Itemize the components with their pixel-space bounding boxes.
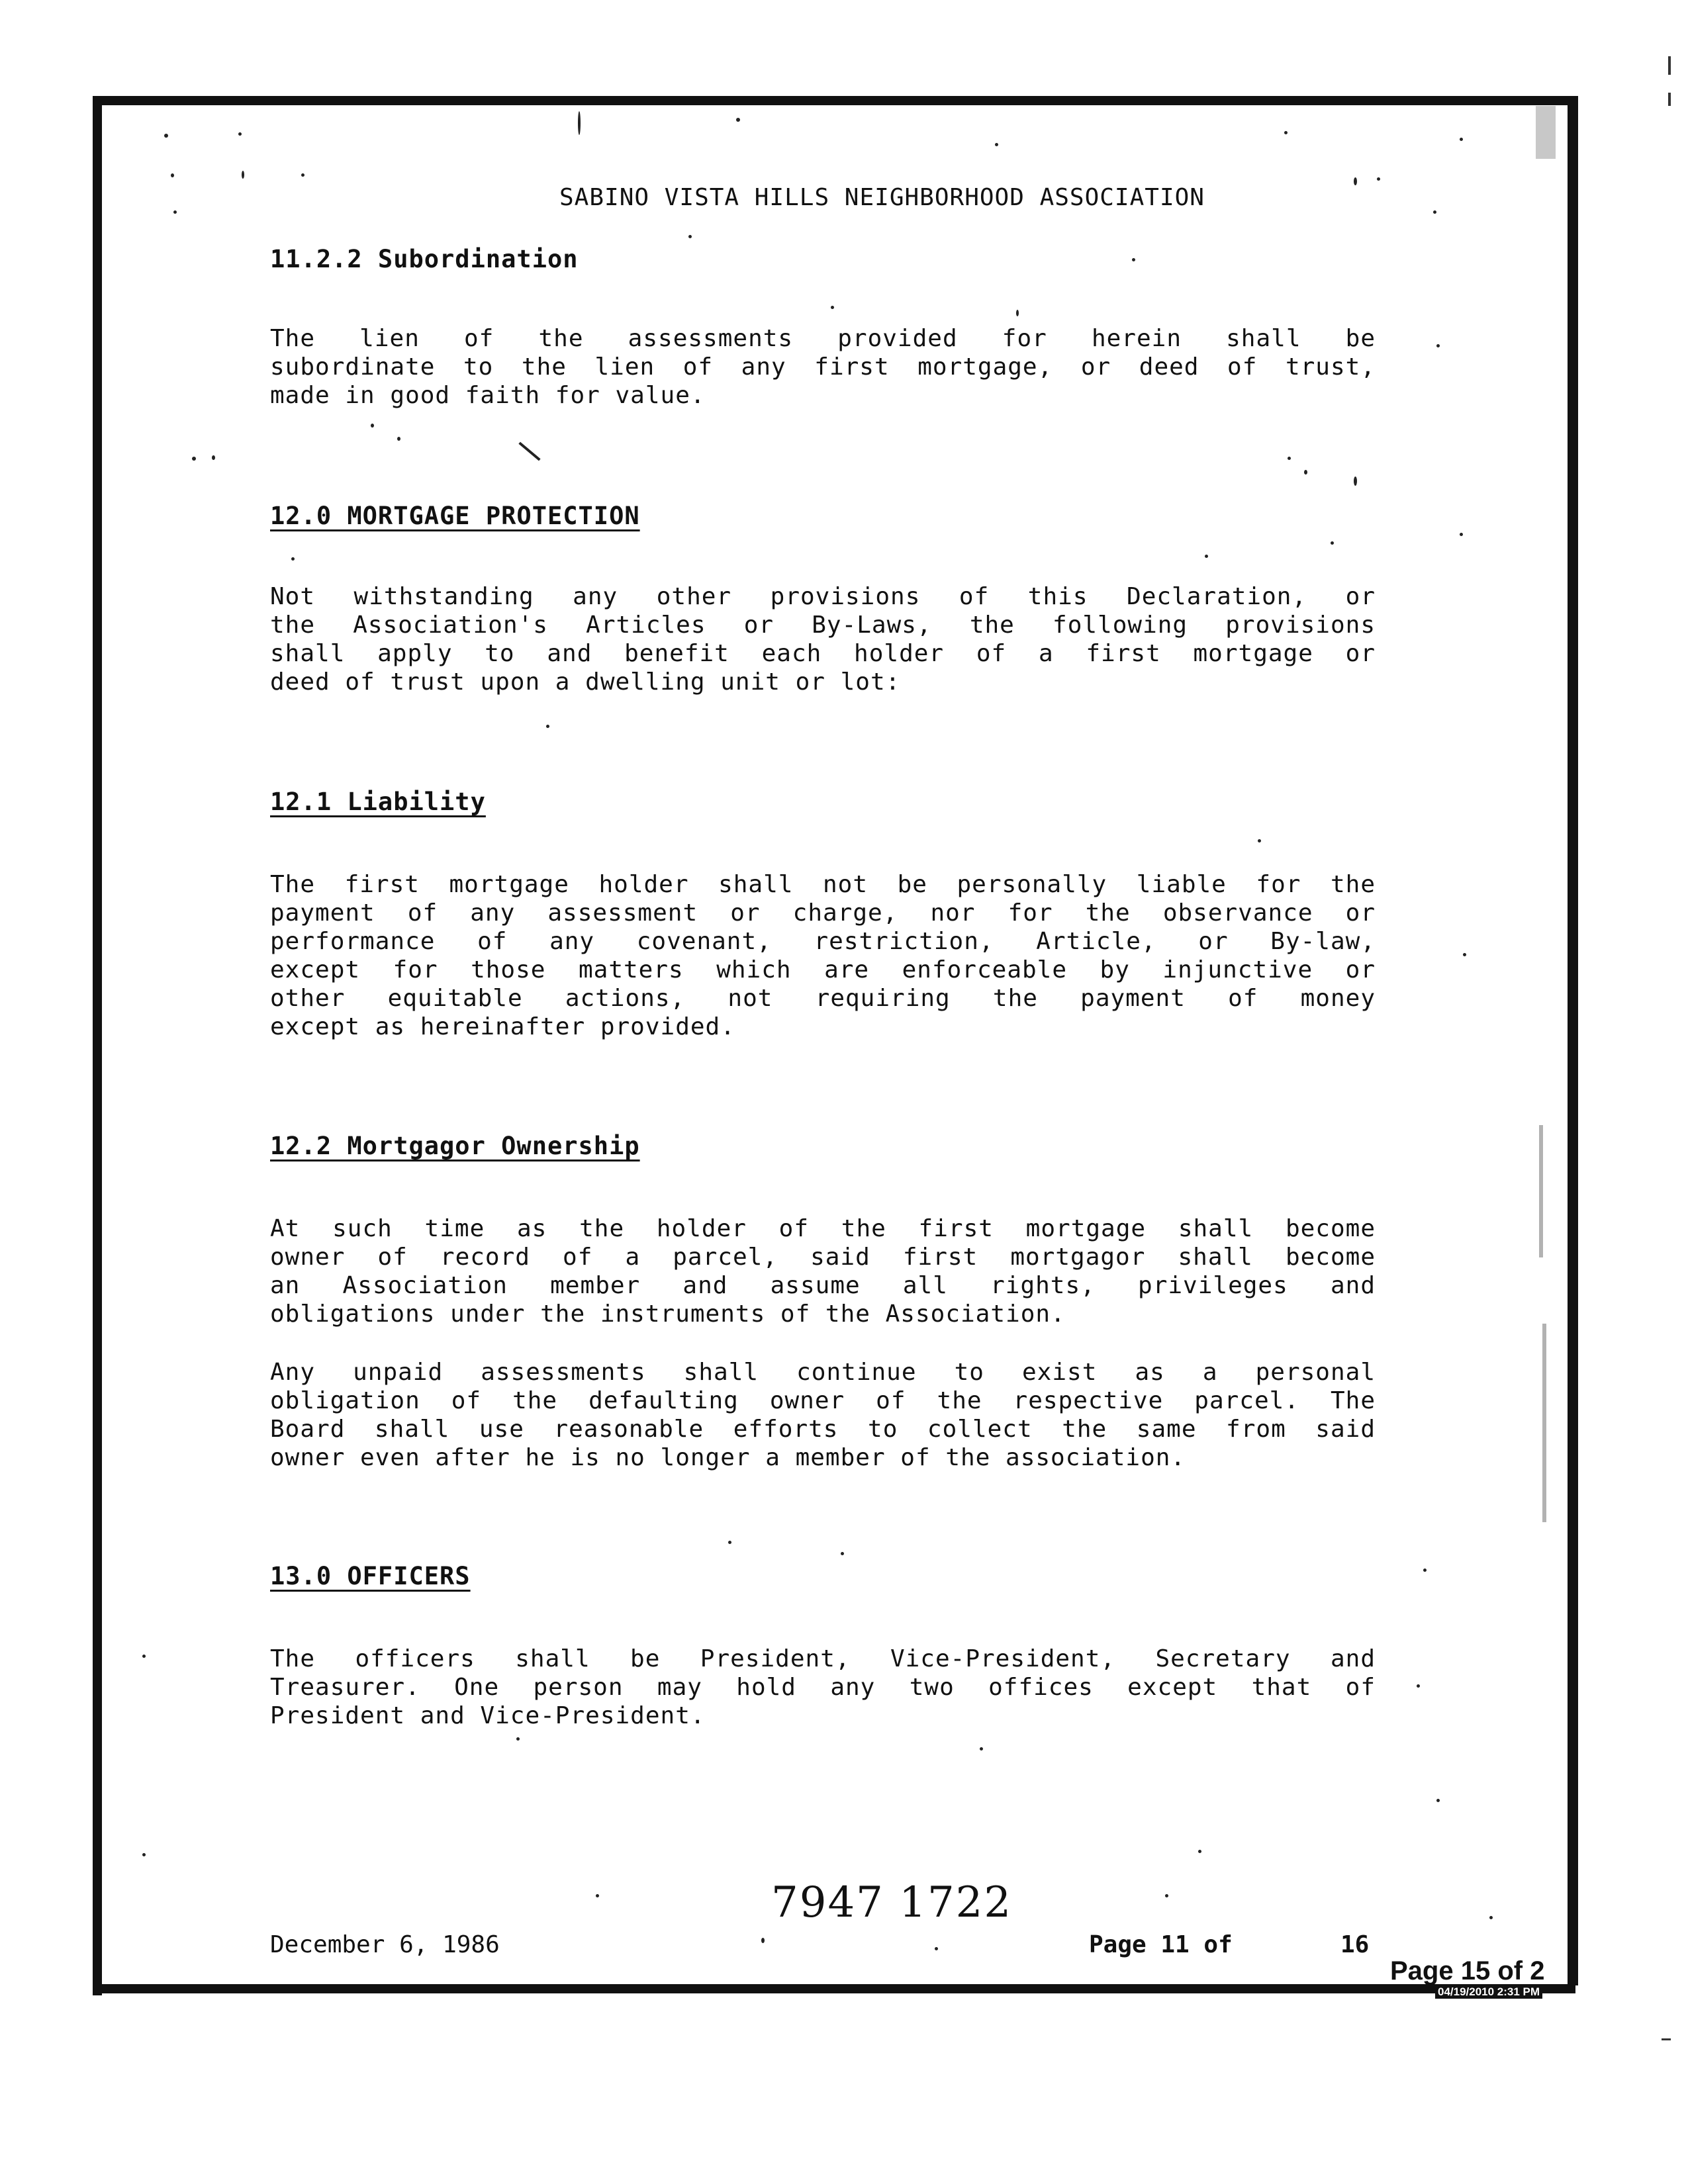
paragraph-line: the Association's Articles or By-Laws, the following provisions xyxy=(270,612,1376,639)
section-heading-officers: 13.0 OFFICERS xyxy=(270,1562,471,1590)
section-heading-mortgage-protection: 12.0 MORTGAGE PROTECTION xyxy=(270,502,640,530)
paragraph-line: owner of record of a parcel, said first mortgagor shall become xyxy=(270,1244,1376,1271)
footer-page-label: Page 11 of xyxy=(1089,1931,1233,1958)
section-heading-liability: 12.1 Liability xyxy=(270,788,486,816)
paragraph-line: obligation of the defaulting owner of the respective parcel. The xyxy=(270,1387,1376,1414)
paragraph-line: The first mortgage holder shall not be personally liable for the xyxy=(270,871,1376,898)
footer-page-total: 16 xyxy=(1340,1931,1370,1958)
paragraph-mortgagor-ownership xyxy=(270,1214,1376,1328)
margin-mark xyxy=(1668,93,1671,106)
paragraph-subordination xyxy=(270,324,1376,410)
paragraph-line: President and Vice-President. xyxy=(270,1702,706,1729)
section-heading-mortgagor-ownership: 12.2 Mortgagor Ownership xyxy=(270,1132,640,1160)
paragraph-line: shall apply to and benefit each holder of a first mortgage or xyxy=(270,640,1376,667)
paragraph-line: except as hereinafter provided. xyxy=(270,1013,735,1040)
paragraph-line: Treasurer. One person may hold any two offices except that of xyxy=(270,1674,1376,1701)
page-border-left xyxy=(93,96,102,1995)
paragraph-line: an Association member and assume all rights, privileges and xyxy=(270,1272,1376,1299)
paragraph-line: other equitable actions, not requiring the payment of money xyxy=(270,985,1376,1012)
paragraph-unpaid-assessments xyxy=(270,1358,1376,1472)
paragraph-liability xyxy=(270,870,1376,1041)
paragraph-line: except for those matters which are enforceable by injunctive or xyxy=(270,956,1376,983)
paragraph-line: payment of any assessment or charge, nor for the observance or xyxy=(270,899,1376,927)
fax-timestamp: 04/19/2010 2:31 PM xyxy=(1435,1985,1542,1999)
paragraph-line: Any unpaid assessments shall continue to exist as a personal xyxy=(270,1359,1376,1386)
margin-mark xyxy=(1668,56,1671,75)
paragraph-line: performance of any covenant, restriction, Article, or By-law, xyxy=(270,928,1376,955)
paragraph-line: The lien of the assessments provided for herein shall be xyxy=(270,325,1376,352)
paragraph-line: Not withstanding any other provisions of this Declaration, or xyxy=(270,583,1376,610)
paragraph-officers xyxy=(270,1645,1376,1730)
paragraph-line: obligations under the instruments of the Association. xyxy=(270,1300,1066,1328)
fax-page-stamp: Page 15 of 2 xyxy=(1390,1956,1545,1985)
paragraph-line: Board shall use reasonable efforts to collect the same from said xyxy=(270,1416,1376,1443)
section-heading-subordination: 11.2.2 Subordination xyxy=(270,245,579,273)
footer-date: December 6, 1986 xyxy=(270,1931,500,1958)
margin-mark xyxy=(1662,2038,1671,2040)
document-header: SABINO VISTA HILLS NEIGHBORHOOD ASSOCIATION xyxy=(559,184,1205,211)
paragraph-line: The officers shall be President, Vice-President, Secretary and xyxy=(270,1645,1376,1672)
paragraph-line: subordinate to the lien of any first mortgage, or deed of trust, xyxy=(270,353,1376,381)
page-border-top xyxy=(96,96,1575,105)
paragraph-line: At such time as the holder of the first mortgage shall become xyxy=(270,1215,1376,1242)
paragraph-line: deed of trust upon a dwelling unit or lot: xyxy=(270,668,901,696)
paragraph-line: owner even after he is no longer a member of the association. xyxy=(270,1444,1186,1471)
paragraph-mortgage-protection xyxy=(270,582,1376,696)
paragraph-line: made in good faith for value. xyxy=(270,382,706,409)
page-border-right xyxy=(1568,96,1578,1985)
page-border-bottom xyxy=(96,1984,1575,1993)
recording-number: 7947 1722 xyxy=(771,1878,1013,1927)
